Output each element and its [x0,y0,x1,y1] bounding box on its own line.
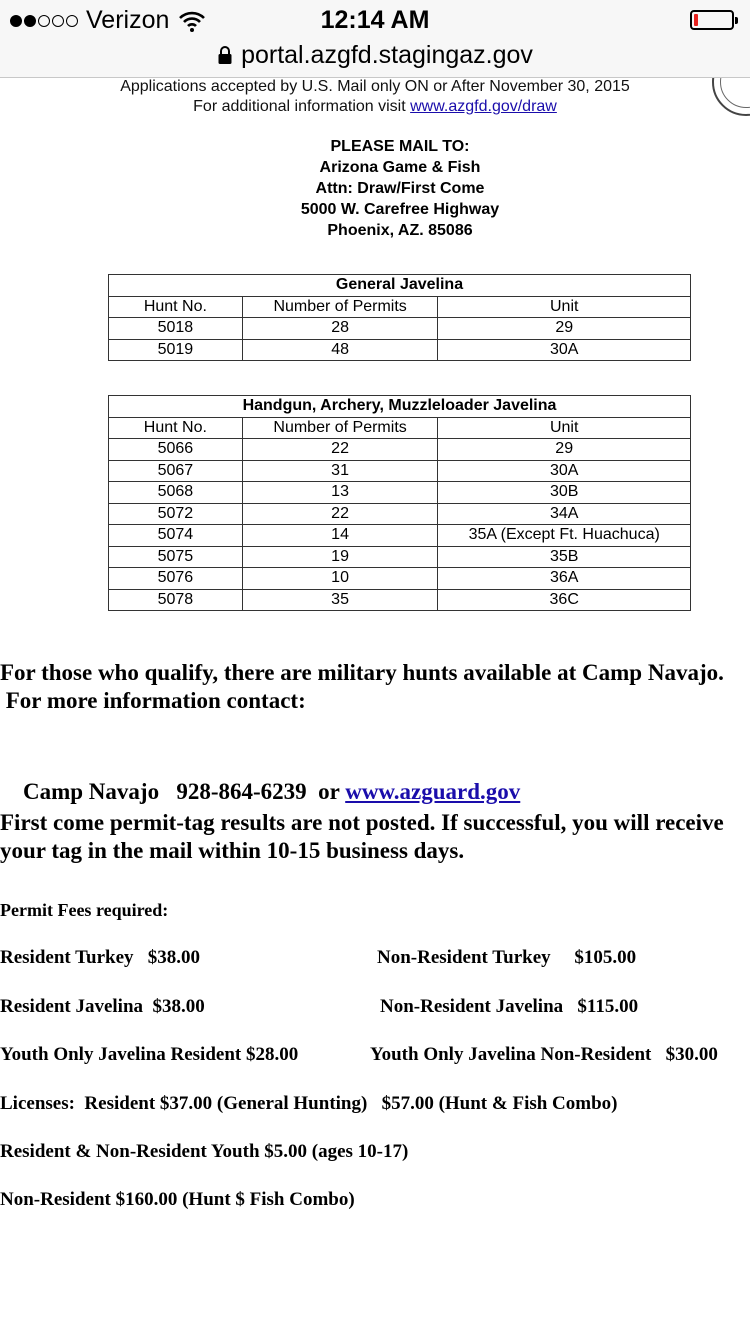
unit: 29 [438,318,691,340]
table-row [109,568,691,590]
mailing-address [0,136,750,241]
handgun-archery-muzzleloader-table [108,395,691,611]
table-title: General Javelina [109,275,691,297]
unit: 29 [438,439,691,461]
hunt-number: 5019 [109,339,243,361]
unit: 34A [438,503,691,525]
permit-count: 14 [242,525,438,547]
general-javelina-table [108,274,691,361]
hunt-number: 5072 [109,503,243,525]
nonresident-combo-fee: Non-Resident $160.00 (Hunt $ Fish Combo) [0,1189,355,1210]
address-line: Phoenix, AZ. 85086 [327,222,473,239]
clock: 12:14 AM [320,6,430,34]
results-notice-line2: your tag in the mail within 10-15 business days. [0,838,465,863]
permit-count: 22 [242,503,438,525]
permit-count: 28 [242,318,438,340]
address-line: 5000 W. Carefree Highway [300,201,500,218]
unit: 30A [438,460,691,482]
mail-heading: PLEASE MAIL TO: [330,138,470,155]
hunt-number: 5078 [109,589,243,611]
military-hunts-text: For those who qualify, there are military hunts available at Camp Navajo. [0,660,724,685]
resident-turkey-fee: Resident Turkey $38.00 [0,947,201,968]
nonresident-turkey-fee: Non-Resident Turkey $105.00 [377,947,637,968]
hunt-number: 5075 [109,546,243,568]
permit-count: 31 [242,460,438,482]
resident-javelina-fee: Resident Javelina $38.00 [0,996,205,1017]
info-prefix: For additional information visit [193,98,411,115]
nonresident-javelina-fee: Non-Resident Javelina $115.00 [380,996,639,1017]
url-text: portal.azgfd.stagingaz.gov [241,40,533,69]
url-display[interactable] [0,40,750,70]
youth-license-fee: Resident & Non-Resident Youth $5.00 (ages 10-17) [0,1141,409,1162]
hunt-number: 5076 [109,568,243,590]
permit-count: 22 [242,439,438,461]
youth-nonresident-fee: Youth Only Javelina Non-Resident $30.00 [370,1044,718,1065]
unit: 36C [438,589,691,611]
mail-notice: Applications accepted by U.S. Mail only ON or After November 30, 2015 [120,78,630,95]
permit-count: 13 [242,482,438,504]
unit: 30B [438,482,691,504]
permit-count: 35 [242,589,438,611]
hunt-number: 5067 [109,460,243,482]
table-row [109,318,691,340]
hunt-number: 5068 [109,482,243,504]
column-header: Number of Permits [242,296,438,318]
camp-navajo-phone: Camp Navajo 928-864-6239 or [23,779,346,804]
table-row [109,589,691,611]
youth-resident-fee: Youth Only Javelina Resident $28.00 [0,1044,299,1065]
address-line: Arizona Game & Fish [319,159,481,176]
contact-heading: For more information contact: [0,688,306,713]
license-fees: Licenses: Resident $37.00 (General Hunting) $57.00 (Hunt & Fish Combo) [0,1093,618,1114]
permit-count: 10 [242,568,438,590]
fees-heading: Permit Fees required: [0,900,169,920]
permit-count: 48 [242,339,438,361]
table-row [109,546,691,568]
address-line: Attn: Draw/First Come [315,180,485,197]
unit: 35A (Except Ft. Huachuca) [438,525,691,547]
unit: 30A [438,339,691,361]
hunt-number: 5074 [109,525,243,547]
battery-level [694,14,698,26]
column-header: Number of Permits [242,417,438,439]
results-notice: First come permit-tag results are not posted. If successful, you will receive [0,810,724,835]
address-bar[interactable] [0,40,750,78]
lock-icon [217,45,233,65]
table-row [109,525,691,547]
table-row [109,503,691,525]
status-bar [0,0,750,40]
hunt-number: 5018 [109,318,243,340]
column-header: Hunt No. [109,417,243,439]
carrier-name: Verizon [86,6,170,34]
info-line [0,98,750,116]
draw-info-link[interactable]: www.azgfd.gov/draw [410,98,557,115]
table-title: Handgun, Archery, Muzzleloader Javelina [109,396,691,418]
unit: 36A [438,568,691,590]
battery-icon [690,10,734,30]
permit-count: 19 [242,546,438,568]
column-header: Unit [438,296,691,318]
hunt-number: 5066 [109,439,243,461]
unit: 35B [438,546,691,568]
table-row [109,460,691,482]
table-row [109,439,691,461]
table-row [109,482,691,504]
azguard-link[interactable]: www.azguard.gov [345,779,521,804]
column-header: Unit [438,417,691,439]
table-row [109,339,691,361]
column-header: Hunt No. [109,296,243,318]
page-content [0,78,750,1334]
